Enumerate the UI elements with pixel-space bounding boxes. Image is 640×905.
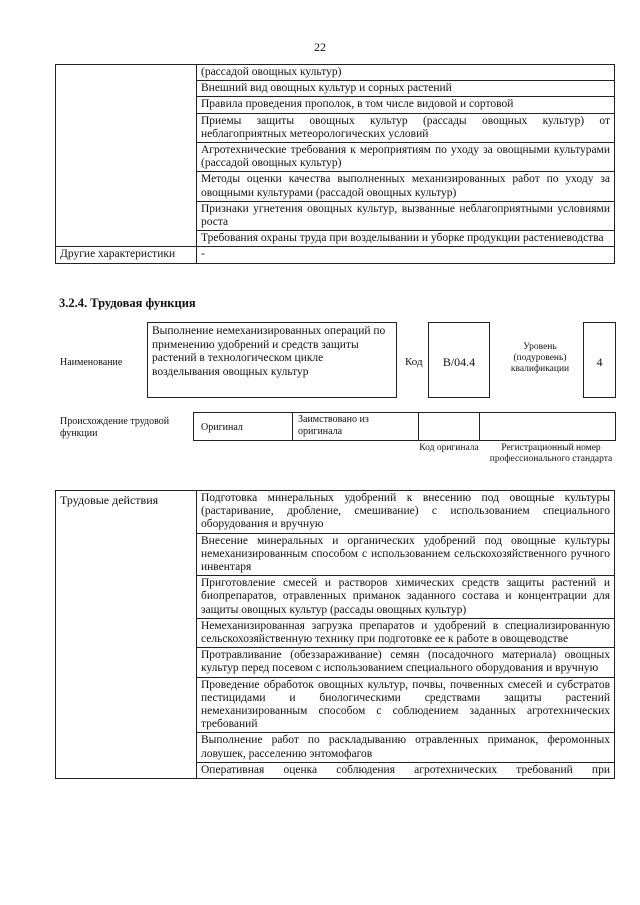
table-cell: Требования охраны труда при возделывании и уборке продукции растениеводства: [197, 231, 615, 247]
table-cell: Правила проведения прополок, в том числе видовой и сортовой: [197, 97, 615, 113]
work-actions-label: Трудовые действия: [56, 491, 197, 779]
other-characteristics-value: -: [197, 247, 615, 263]
other-characteristics-label: Другие характеристики: [56, 247, 197, 263]
table-cell: Оперативная оценка соблюдения агротехнических требований при: [197, 762, 615, 778]
origin-divider-2: [418, 412, 419, 441]
table-cell: Внесение минеральных и органических удобрений под овощные культуры немеханизированным способом с использованием сельскохозяйственного ручного инвентаря: [197, 533, 615, 576]
code-value: В/04.4: [442, 355, 476, 369]
section-title: 3.2.4. Трудовая функция: [59, 296, 196, 310]
table-cell: Методы оценки качества выполненных механизированных работ по уходу за овощными культурами (рассадой овощных культур): [197, 172, 615, 201]
table-cell: (рассадой овощных культур): [197, 65, 615, 81]
knowledge-table: [55, 64, 615, 264]
name-label: Наименование: [60, 357, 123, 368]
table-cell: Проведение обработок овощных культур, почвы, почвенных смесей и субстратов пестицидами и биологическими средствами защиты растений немеханизированным способом с соблюдением заданных агротехнических требований: [197, 677, 615, 733]
work-actions-table: [55, 490, 615, 779]
code-original-caption: Код оригинала: [419, 443, 479, 453]
table-cell: Протравливание (обеззараживание) семян (посадочного материала) овощных культур перед посевом с использованием специального оборудования и вручную: [197, 648, 615, 677]
table-row: [56, 65, 615, 81]
borrowed-cell: Заимствовано из оригинала: [298, 414, 369, 437]
label-cell-empty: [56, 65, 197, 247]
table-row: [56, 491, 615, 534]
origin-label: Происхождение трудовой функции: [60, 416, 170, 439]
code-box: [428, 322, 490, 398]
level-value: 4: [596, 355, 603, 369]
table-cell: Признаки угнетения овощных культур, вызванные неблагоприятными условиями роста: [197, 201, 615, 230]
page-number: 22: [314, 40, 326, 54]
origin-divider-3: [479, 412, 480, 441]
origin-divider-1: [292, 412, 293, 441]
reg-number-caption: Регистрационный номер профессионального стандарта: [489, 443, 613, 464]
table-cell: Внешний вид овощных культур и сорных растений: [197, 81, 615, 97]
table-cell: Приемы защиты овощных культур (рассады овощных культур) от неблагоприятных метеорологических условий: [197, 113, 615, 142]
table-cell: Немеханизированная загрузка препаратов и удобрений в специализированную сельскохозяйственную технику при подготовке ее к работе в овощеводстве: [197, 618, 615, 647]
table-cell: Приготовление смесей и растворов химических средств защиты растений и биопрепаратов, отравленных приманок заданного состава и концентрации для защиты овощных культур (рассады овощных культур): [197, 576, 615, 619]
level-label: Уровень (подуровень) квалификации: [510, 342, 570, 374]
table-cell: Выполнение работ по раскладыванию отравленных приманок, феромонных ловушек, расселению энтомофагов: [197, 733, 615, 762]
level-box: [583, 322, 616, 398]
function-name: Выполнение немеханизированных операций по применению удобрений и средств защиты растений в технологическом цикле возделывания овощных культур: [152, 325, 386, 378]
table-cell: Подготовка минеральных удобрений к внесению под овощные культуры (растаривание, дробление, смешивание) с использованием специального оборудования и вручную: [197, 491, 615, 534]
table-cell: Агротехнические требования к мероприятиям по уходу за овощными культурами (рассадой овощных культур): [197, 143, 615, 172]
table-row: [56, 247, 615, 263]
code-label: Код: [405, 356, 423, 368]
function-name-box: [147, 322, 397, 398]
original-cell: Оригинал: [201, 422, 243, 433]
